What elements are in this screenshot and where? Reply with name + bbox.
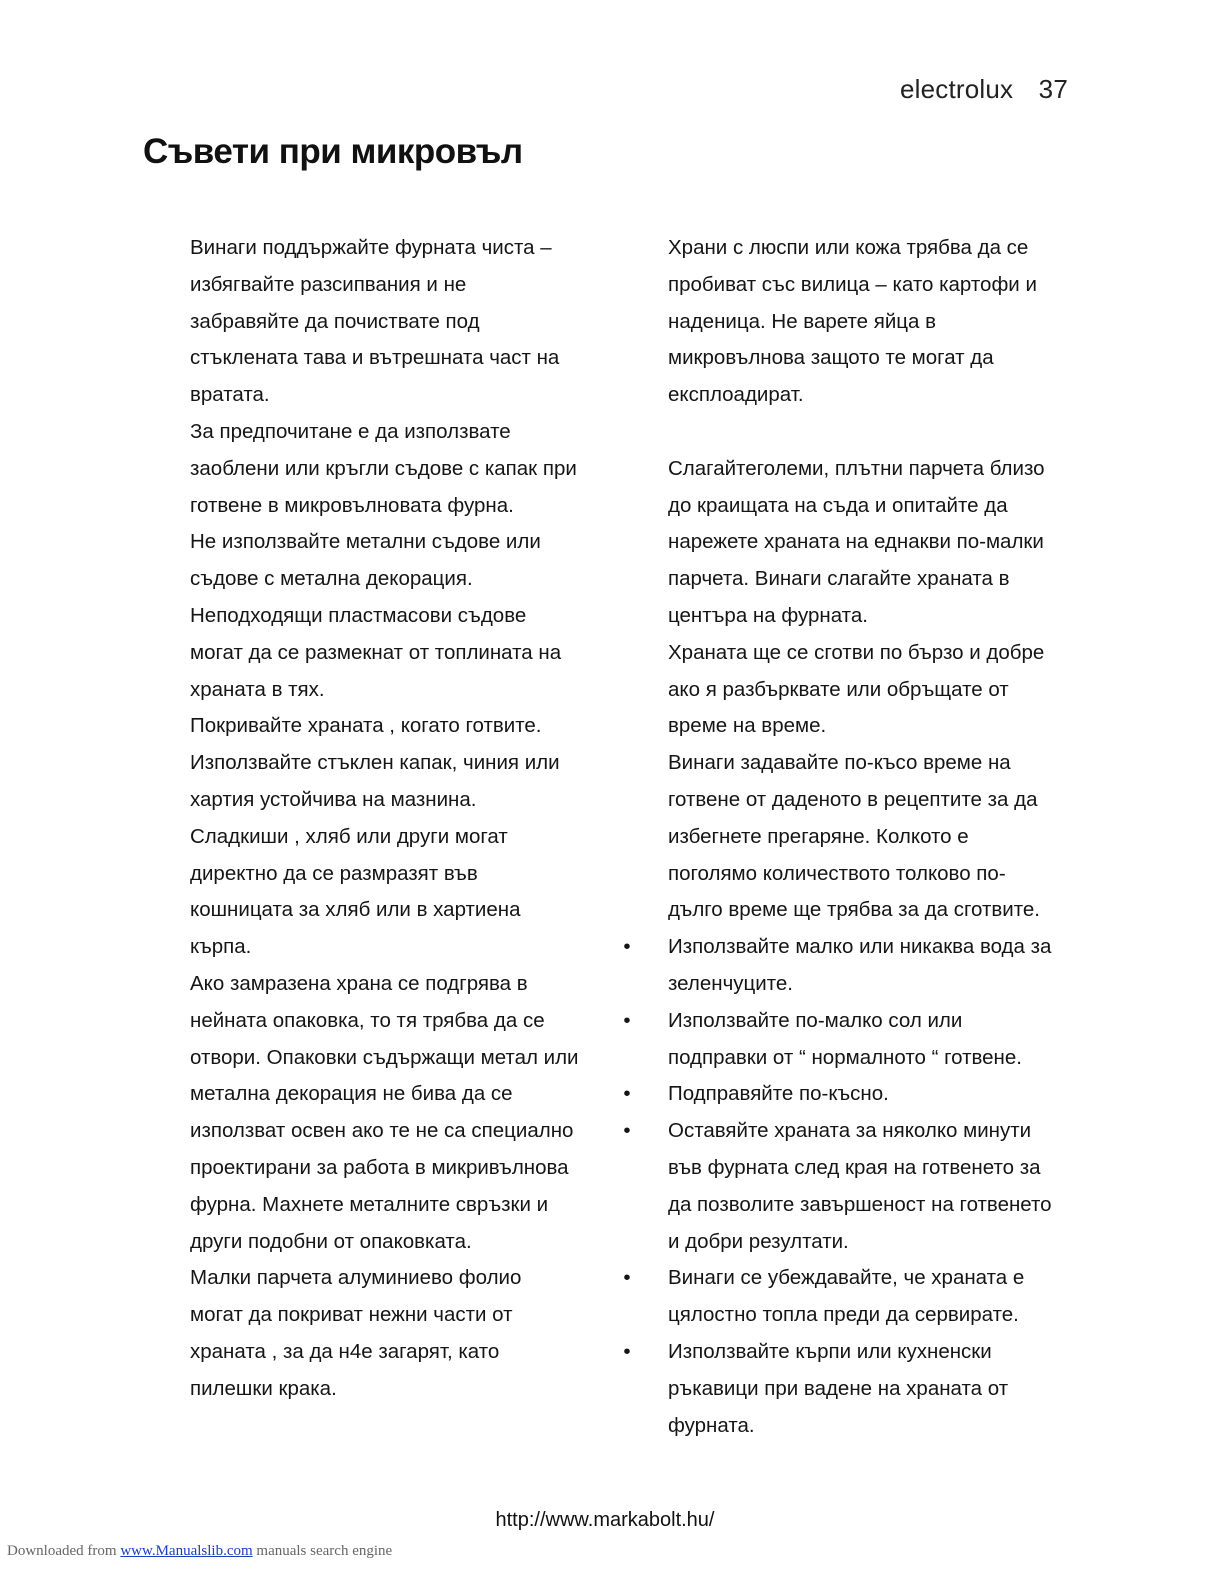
bullet-line: Използвайте по-малко сол или bbox=[668, 1008, 963, 1032]
text-line: до краищата на съда и опитайте да bbox=[668, 493, 1008, 517]
text-line: храната в тях. bbox=[190, 677, 325, 701]
text-line: заоблени или кръгли съдове с капак при bbox=[190, 456, 577, 480]
page-header bbox=[900, 74, 1068, 105]
list-item bbox=[623, 1003, 1088, 1040]
brand-name: electrolux bbox=[899, 74, 1014, 104]
bullet-line: Оставяйте храната за няколко минути bbox=[668, 1119, 1032, 1143]
download-prefix: Downloaded from bbox=[7, 1543, 117, 1559]
text-line: фурна. Махнете металните свръзки и bbox=[190, 1192, 549, 1216]
bullet-line: ръкавици при вадене на храната от bbox=[668, 1376, 1009, 1400]
download-suffix: manuals search engine bbox=[256, 1543, 393, 1559]
text-line: проектирани за работа в микривълнова bbox=[190, 1155, 569, 1179]
text-line: дълго време ще трябва за да сготвите. bbox=[668, 898, 1040, 922]
text-line: избегнете прегаряне. Колкото е bbox=[668, 824, 969, 848]
footer-url[interactable]: http://www.markabolt.hu/ bbox=[495, 1509, 715, 1531]
text-line: съдове с метална декорация. bbox=[190, 567, 473, 591]
bullet-marker: • bbox=[623, 1082, 631, 1106]
text-line: Покривайте храната , когато готвите. bbox=[190, 714, 542, 738]
list-item bbox=[623, 1076, 1088, 1113]
list-item bbox=[623, 1260, 1088, 1297]
bullet-marker: • bbox=[623, 1008, 631, 1032]
text-line: центъра на фурната. bbox=[668, 603, 868, 627]
text-line: Ако замразена храна се подгрява в bbox=[190, 971, 528, 995]
page-number: 37 bbox=[1038, 74, 1068, 104]
bullet-line: фурната. bbox=[668, 1413, 755, 1437]
list-item bbox=[623, 929, 1088, 966]
bullet-line: Винаги се убеждавайте, че храната е bbox=[668, 1266, 1025, 1290]
bullet-line: подправки от “ нормалното “ готвене. bbox=[668, 1045, 1022, 1069]
text-line: забравяйте да почиствате под bbox=[190, 309, 480, 333]
text-line: микровълнова защото те могат да bbox=[668, 346, 994, 370]
text-line: метална декорация не бива да се bbox=[190, 1082, 513, 1106]
left-column bbox=[190, 230, 610, 1408]
text-line: ако я разбърквате или обръщате от bbox=[668, 677, 1009, 701]
text-line: вратата. bbox=[190, 383, 270, 407]
bullet-line: Използвайте малко или никаква вода за bbox=[668, 935, 1052, 959]
text-line: наденица. Не варете яйца в bbox=[668, 309, 937, 333]
text-line: пилешки крака. bbox=[190, 1376, 337, 1400]
bullet-line: да позволите завършеност на готвенето bbox=[668, 1192, 1052, 1216]
text-line: храната , за да н4е загарят, като bbox=[190, 1339, 500, 1363]
bullet-line: Използвайте кърпи или кухненски bbox=[668, 1339, 992, 1363]
text-line: избягвайте разсипвания и не bbox=[190, 272, 467, 296]
text-line: хартия устойчива на мазнина. bbox=[190, 787, 477, 811]
text-line: Сладкиши , хляб или други могат bbox=[190, 824, 508, 848]
text-line: Слагайтеголеми, плътни парчета близо bbox=[668, 456, 1045, 480]
text-line: използват освен ако те не са специално bbox=[190, 1119, 574, 1143]
text-line: време на време. bbox=[668, 714, 827, 738]
text-line: Винаги поддържайте фурната чиста – bbox=[190, 236, 552, 259]
text-line: Храни с люспи или кожа трябва да се bbox=[668, 236, 1029, 259]
bullet-line: във фурната след края на готвенето за bbox=[668, 1155, 1041, 1179]
text-line: парчета. Винаги слагайте храната в bbox=[668, 567, 1010, 591]
list-item bbox=[623, 1113, 1088, 1150]
text-line: готвене от даденото в рецептите за да bbox=[668, 787, 1038, 811]
text-line: поголямо количеството толково по- bbox=[668, 861, 1006, 885]
text-line: експлоадират. bbox=[668, 383, 804, 407]
bullet-line: Подправяйте по-късно. bbox=[668, 1082, 889, 1106]
list-item bbox=[623, 1334, 1088, 1371]
text-line: За предпочитане е да използвате bbox=[190, 419, 511, 443]
text-line: кошницата за хляб или в хартиена bbox=[190, 898, 521, 922]
bullet-line: зеленчуците. bbox=[668, 971, 793, 995]
text-line: пробиват със вилица – като картофи и bbox=[668, 272, 1037, 296]
text-line: стъклената тава и вътрешната част на bbox=[190, 346, 560, 370]
text-line: Малки парчета алуминиево фолио bbox=[190, 1266, 522, 1290]
text-line: Не използвайте метални съдове или bbox=[190, 530, 541, 554]
bullet-marker: • bbox=[623, 1339, 631, 1363]
bullet-marker: • bbox=[623, 1266, 631, 1290]
text-line: кърпа. bbox=[190, 935, 252, 959]
bullet-line: цялостно топла преди да сервирате. bbox=[668, 1303, 1019, 1327]
right-column bbox=[623, 230, 1088, 1444]
text-line: нейната опаковка, то тя трябва да се bbox=[190, 1008, 545, 1032]
text-line: други подобни от опаковката. bbox=[190, 1229, 472, 1253]
download-notice bbox=[7, 1543, 392, 1560]
text-line: готвене в микровълновата фурна. bbox=[190, 493, 514, 517]
manualslib-link[interactable]: www.Manualslib.com bbox=[120, 1543, 253, 1559]
text-line: Винаги задавайте по-късо време на bbox=[668, 751, 1011, 775]
bullet-line: и добри резултати. bbox=[668, 1229, 849, 1253]
text-line: могат да покриват нежни части от bbox=[190, 1303, 513, 1327]
text-line: директно да се размразят във bbox=[190, 861, 478, 885]
text-line: Използвайте стъклен капак, чиния или bbox=[190, 751, 560, 775]
text-line: могат да се размекнат от топлината на bbox=[190, 640, 562, 664]
page-title: Съвети при микровъл bbox=[143, 132, 523, 171]
text-line: Храната ще се сготви по бързо и добре bbox=[668, 640, 1045, 664]
paragraph-spacer bbox=[668, 414, 1088, 451]
text-line: Неподходящи пластмасови съдове bbox=[190, 603, 527, 627]
text-line: отвори. Опаковки съдържащи метал или bbox=[190, 1045, 579, 1069]
bullet-marker: • bbox=[623, 1119, 631, 1143]
text-line: нарежете храната на еднакви по-малки bbox=[668, 530, 1044, 554]
bullet-marker: • bbox=[623, 935, 631, 959]
